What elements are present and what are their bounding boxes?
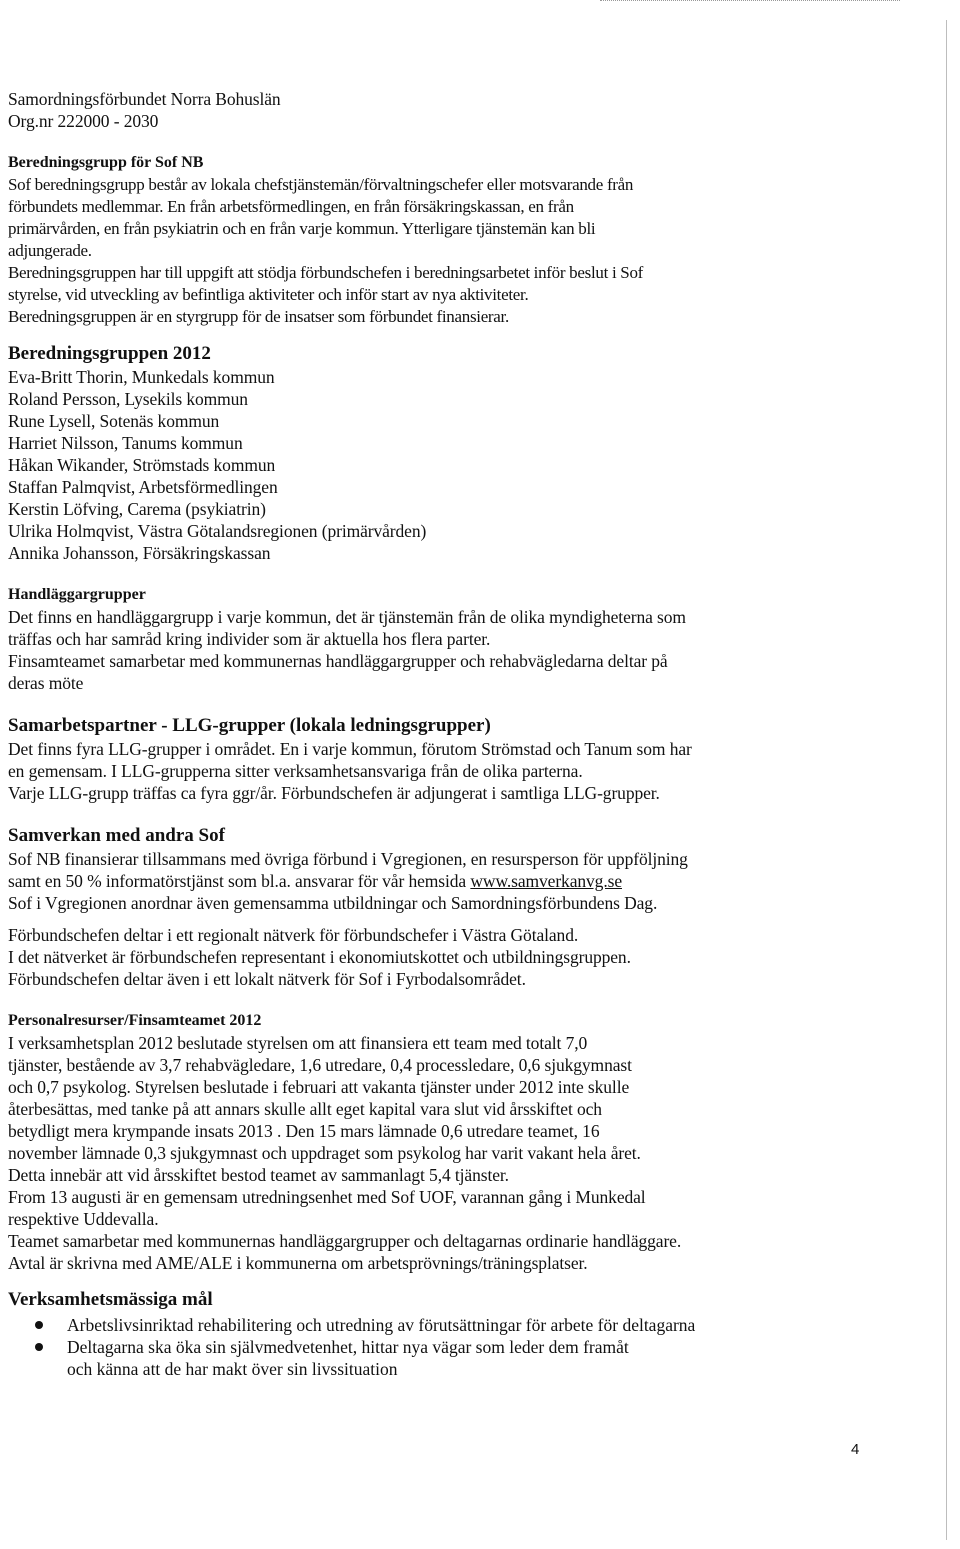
section-heading: Samverkan med andra Sof xyxy=(8,825,225,846)
section-samarbetspartner xyxy=(8,714,888,804)
paragraph-line: Sof beredningsgrupp består av lokala chefstjänstemän/förvaltningschefer eller motsvarande från xyxy=(8,175,634,194)
org-number: Org.nr 222000 - 2030 xyxy=(8,111,159,131)
section-beredningsgruppen-2012 xyxy=(8,342,888,564)
list-item xyxy=(8,1314,888,1336)
paragraph-line: Beredningsgruppen har till uppgift att stödja förbundschefen i beredningsarbetet inför beslut i Sof xyxy=(8,263,644,282)
section-handlaggargrupper xyxy=(8,584,888,694)
paragraph-line: förbundets medlemmar. En från arbetsförmedlingen, en från försäkringskassan, en från xyxy=(8,197,574,216)
section-heading: Beredningsgruppen 2012 xyxy=(8,343,211,364)
list-item-text: Deltagarna ska öka sin självmedvetenhet, hittar nya vägar som leder dem framåt xyxy=(67,1337,629,1357)
member-line: Rune Lysell, Sotenäs kommun xyxy=(8,411,220,431)
paragraph-line: en gemensam. I LLG-grupperna sitter verksamhetsansvariga från de olika parterna. xyxy=(8,761,583,781)
member-line: Eva-Britt Thorin, Munkedals kommun xyxy=(8,367,275,387)
paragraph-line: Finsamteamet samarbetar med kommunernas handläggargrupper och rehabvägledarna deltar på xyxy=(8,651,668,671)
paragraph-line: Detta innebär att vid årsskiftet bestod teamet av sammanlagt 5,4 tjänster. xyxy=(8,1165,509,1185)
paragraph-line: Teamet samarbetar med kommunernas handläggargrupper och deltagarnas ordinarie handläggare. xyxy=(8,1231,682,1251)
paragraph-line: I det nätverket är förbundschefen representant i ekonomiutskottet och utbildningsgruppen. xyxy=(8,947,631,967)
bullet-icon xyxy=(35,1321,43,1329)
section-heading: Beredningsgrupp för Sof NB xyxy=(8,154,204,171)
section-beredningsgrupp xyxy=(8,152,888,328)
paragraph-line: deras möte xyxy=(8,673,84,693)
paragraph-line: Förbundschefen deltar även i ett lokalt nätverk för Sof i Fyrbodalsområdet. xyxy=(8,969,526,989)
paragraph-line xyxy=(8,870,888,892)
member-line: Harriet Nilsson, Tanums kommun xyxy=(8,433,243,453)
list-item-text: Arbetslivsinriktad rehabilitering och utredning av förutsättningar för arbete för deltagarna xyxy=(67,1315,696,1335)
section-samverkan xyxy=(8,824,888,990)
section-personalresurser xyxy=(8,1010,888,1274)
member-line: Roland Persson, Lysekils kommun xyxy=(8,389,248,409)
member-line: Ulrika Holmqvist, Västra Götalandsregionen (primärvården) xyxy=(8,521,427,541)
section-heading: Verksamhetsmässiga mål xyxy=(8,1289,213,1310)
member-line: Staffan Palmqvist, Arbetsförmedlingen xyxy=(8,477,278,497)
paragraph-line: tjänster, bestående av 3,7 rehabvägledare, 1,6 utredare, 0,4 processledare, 0,6 sjukgymnast xyxy=(8,1055,632,1075)
scan-top-marks xyxy=(600,0,900,5)
section-verksamhetsmassiga-mal xyxy=(8,1288,888,1380)
paragraph-line: Varje LLG-grupp träffas ca fyra ggr/år. Förbundschefen är adjungerat i samtliga LLG-grupper. xyxy=(8,783,660,803)
paragraph-line: Sof NB finansierar tillsammans med övriga förbund i Vgregionen, en resursperson för uppföljning xyxy=(8,849,688,869)
paragraph-line: adjungerade. xyxy=(8,241,92,260)
bullet-icon xyxy=(35,1343,43,1351)
paragraph-line: Det finns fyra LLG-grupper i området. En i varje kommun, förutom Strömstad och Tanum som har xyxy=(8,739,692,759)
paragraph-line: återbesättas, med tanke på att annars skulle allt eget kapital vara slut vid årsskiftet och xyxy=(8,1099,602,1119)
paragraph-line: Det finns en handläggargrupp i varje kommun, det är tjänstemän från de olika myndigheterna som xyxy=(8,607,686,627)
paragraph-line: träffas och har samråd kring individer som är aktuella hos flera parter. xyxy=(8,629,491,649)
paragraph-line: november lämnade 0,3 sjukgymnast och uppdraget som psykolog har varit vakant hela året. xyxy=(8,1143,641,1163)
member-line: Håkan Wikander, Strömstads kommun xyxy=(8,455,276,475)
section-heading: Personalresurser/Finsamteamet 2012 xyxy=(8,1012,262,1029)
document-page xyxy=(8,88,888,1380)
member-line: Annika Johansson, Försäkringskassan xyxy=(8,543,271,563)
paragraph-line: och 0,7 psykolog. Styrelsen beslutade i februari att vakanta tjänster under 2012 inte skulle xyxy=(8,1077,630,1097)
member-line: Kerstin Löfving, Carema (psykiatrin) xyxy=(8,499,266,519)
section-heading: Handläggargrupper xyxy=(8,586,146,603)
paragraph-line: Beredningsgruppen är en styrgrupp för de insatser som förbundet finansierar. xyxy=(8,307,509,326)
paragraph-line: Avtal är skrivna med AME/ALE i kommunerna om arbetsprövnings/träningsplatser. xyxy=(8,1253,588,1273)
list-item-continuation: och känna att de har makt över sin livssituation xyxy=(67,1359,398,1379)
paragraph-text: samt en 50 % informatörstjänst som bl.a. ansvarar för vår hemsida xyxy=(8,871,471,891)
paragraph-line: I verksamhetsplan 2012 beslutade styrelsen om att finansiera ett team med totalt 7,0 xyxy=(8,1033,588,1053)
org-name: Samordningsförbundet Norra Bohuslän xyxy=(8,89,281,109)
list-item xyxy=(8,1336,888,1358)
paragraph-line: betydligt mera krympande insats 2013 . Den 15 mars lämnade 0,6 utredare teamet, 16 xyxy=(8,1121,600,1141)
paragraph-line: primärvården, en från psykiatrin och en från varje kommun. Ytterligare tjänstemän kan bli xyxy=(8,219,596,238)
paragraph-line: Sof i Vgregionen anordnar även gemensamma utbildningar och Samordningsförbundens Dag. xyxy=(8,893,658,913)
goals-list xyxy=(8,1314,888,1358)
website-link[interactable]: www.samverkanvg.se xyxy=(470,871,622,891)
paragraph-line: From 13 augusti är en gemensam utredningsenhet med Sof UOF, varannan gång i Munkedal xyxy=(8,1187,646,1207)
scan-right-edge-line xyxy=(946,20,947,1540)
section-heading: Samarbetspartner - LLG-grupper (lokala ledningsgrupper) xyxy=(8,715,491,736)
paragraph-line: styrelse, vid utveckling av befintliga aktiviteter och inför start av nya aktiviteter. xyxy=(8,285,529,304)
paragraph-line: respektive Uddevalla. xyxy=(8,1209,159,1229)
paragraph-line: Förbundschefen deltar i ett regionalt nätverk för förbundschefer i Västra Götaland. xyxy=(8,925,579,945)
org-header xyxy=(8,88,888,132)
page-number: 4 xyxy=(851,1441,860,1458)
